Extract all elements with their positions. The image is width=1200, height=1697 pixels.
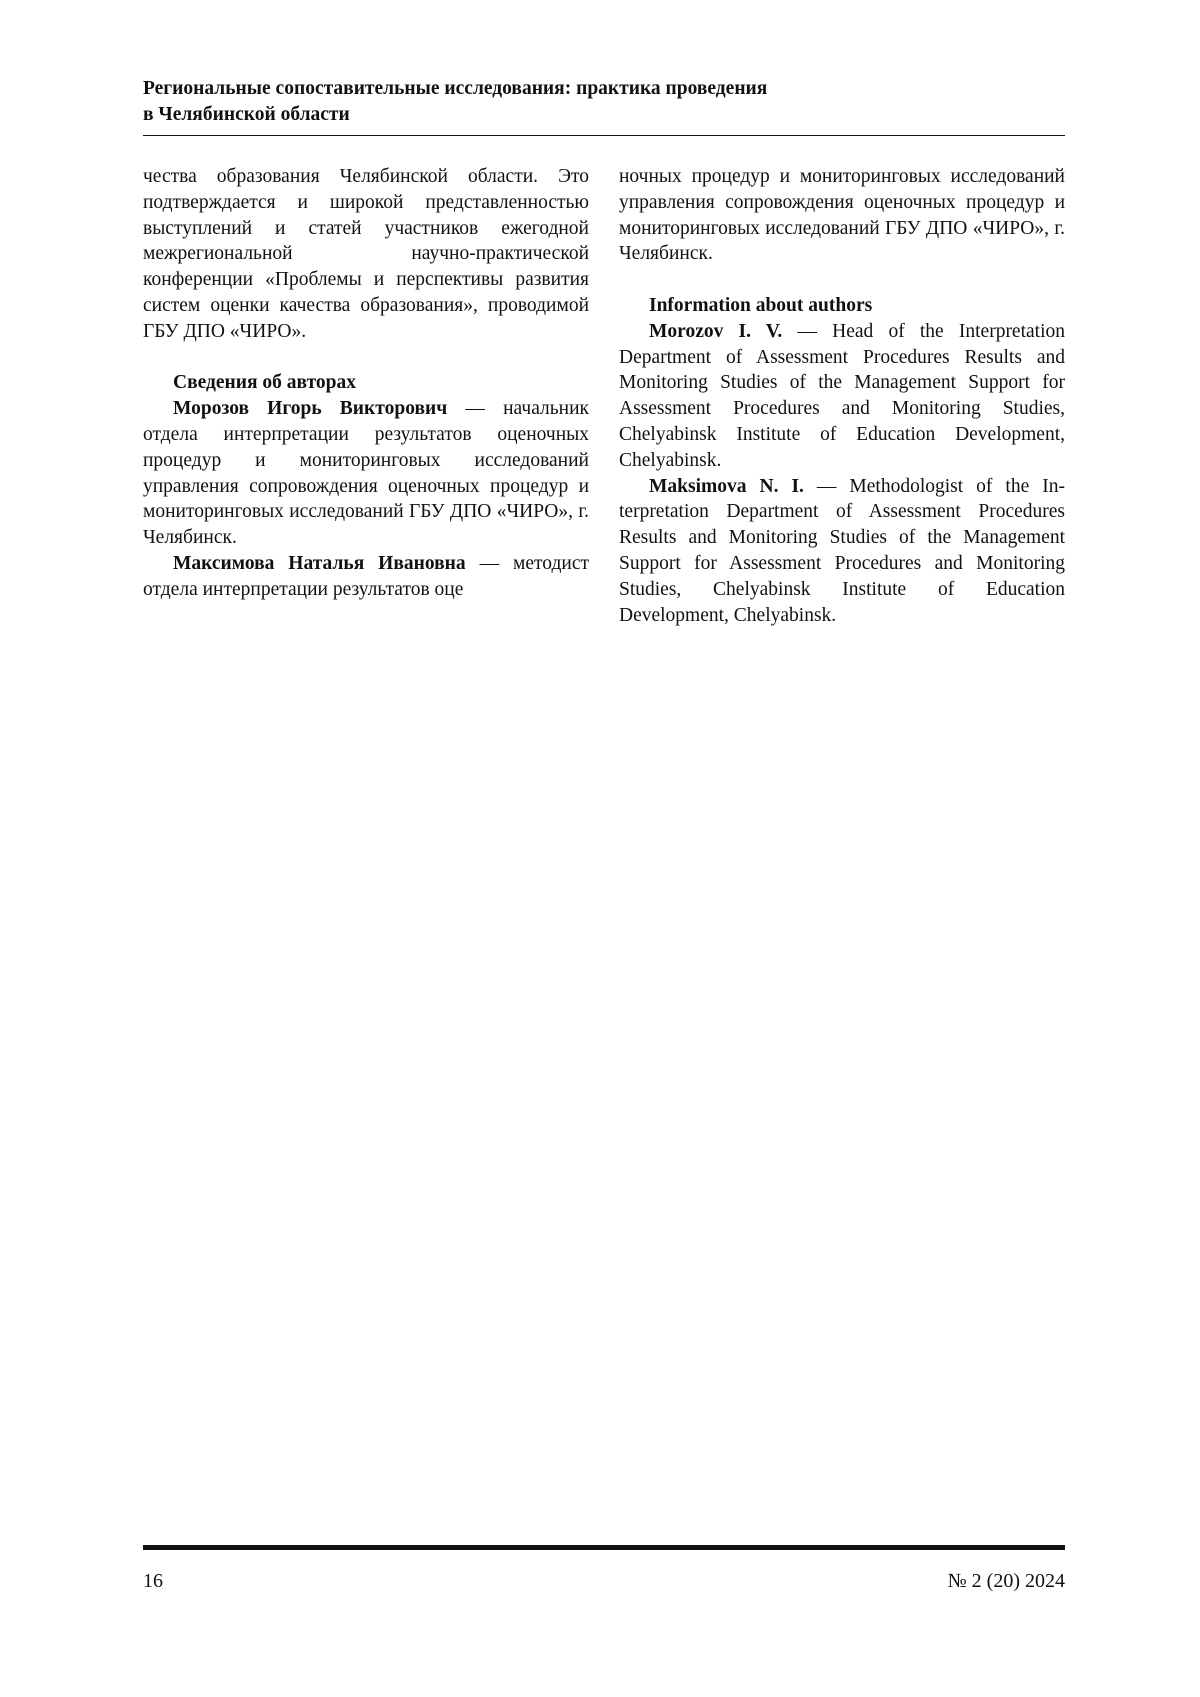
author-name: Morozov I. V. bbox=[649, 321, 782, 342]
header-rule bbox=[143, 135, 1065, 136]
section-title-en: Information about authors bbox=[619, 293, 1065, 319]
running-header-line-1: Региональные сопоставительные исследования: практика проведения bbox=[143, 76, 1065, 102]
author-name: Морозов Игорь Викторович bbox=[173, 398, 447, 419]
author-description: — мето­дист отдела интерпретации результатов оце­ bbox=[143, 553, 589, 600]
page-number: 16 bbox=[143, 1570, 163, 1593]
right-column bbox=[619, 164, 1065, 628]
author-entry-ru-1 bbox=[143, 396, 589, 551]
section-title-ru: Сведения об авторах bbox=[143, 370, 589, 396]
left-column bbox=[143, 164, 589, 603]
author-description: — Head of the Interpretation Department of Assessment Procedures Results and Monitoring Studies of the Management Sup­port for Assessment Procedures and Monitoring Studies, Chelyabinsk Institute of Education De­velopment, Chelyabinsk. bbox=[619, 321, 1065, 471]
issue-number: № 2 (20) 2024 bbox=[948, 1570, 1065, 1593]
running-header bbox=[143, 76, 1065, 128]
author-name: Максимова Наталья Ивановна bbox=[173, 553, 466, 574]
author-entry-en-1 bbox=[619, 319, 1065, 474]
body-paragraph: чества образования Челябинской области. Это подтверждается и широкой представ­ленностью выступлений и статей участни­ков ежегодной межрегиональной научно-практической конференции «Проблемы и перспективы развития систем оценки ка­чества образования», проводимой ГБУ ДПО «ЧИРО». bbox=[143, 164, 589, 345]
author-description: — началь­ник отдела интерпретации результатов оце­ночных процедур и мониторинговых исследо­ваний управления сопровождения оценочных процедур и мониторинговых исследований ГБУ ДПО «ЧИРО», г. Челябинск. bbox=[143, 398, 589, 548]
author-entry-en-2 bbox=[619, 474, 1065, 629]
author-name: Maksimova N. I. bbox=[649, 476, 804, 497]
body-paragraph: ночных процедур и мониторинговых исследо­ваний управления сопровождения оценочных процедур и мониторинговых исследований ГБУ ДПО «ЧИРО», г. Челябинск. bbox=[619, 164, 1065, 267]
author-description: — Methodologist of the In­terpretation Department of Assessment Proce­dures Results and Monitoring Studies of the Management Support for Assessment Procedures and Monitoring Studies, Chelyabinsk Institute of Education Development, Chelyabinsk. bbox=[619, 476, 1065, 626]
author-entry-ru-2 bbox=[143, 551, 589, 603]
footer-rule bbox=[143, 1545, 1065, 1550]
running-header-line-2: в Челябинской области bbox=[143, 102, 1065, 128]
